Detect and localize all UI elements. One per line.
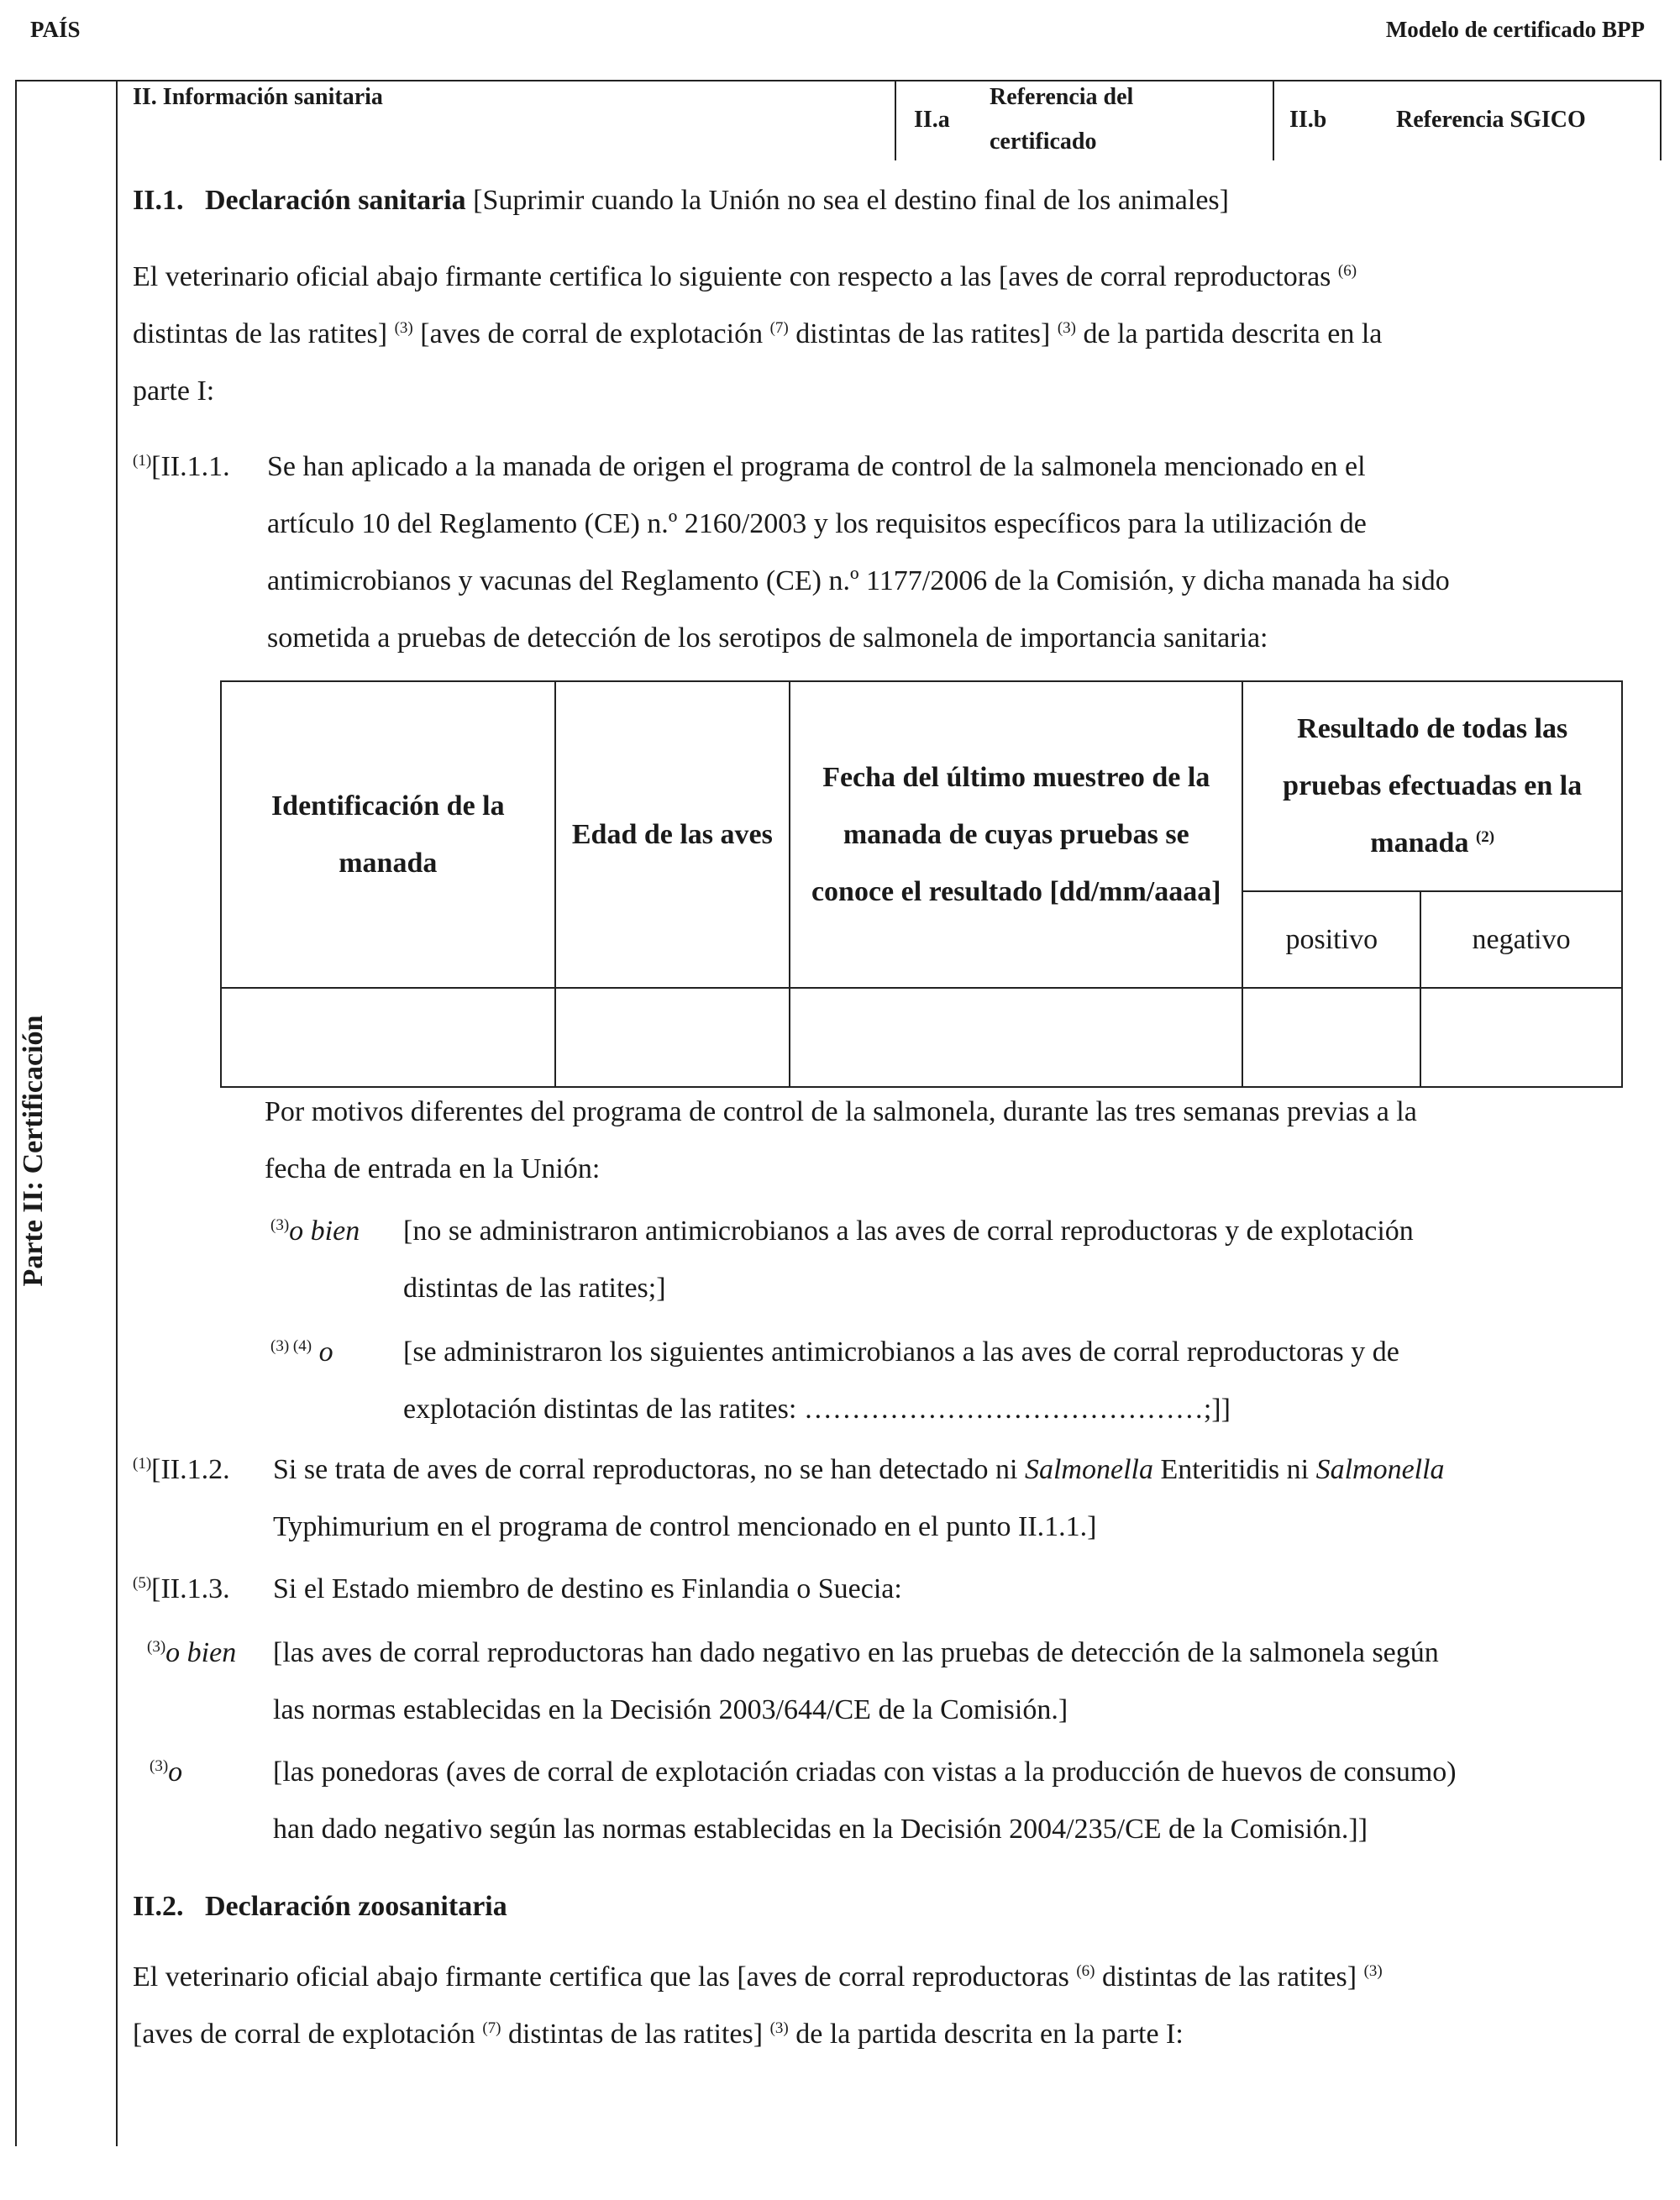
sub-header-positive: positivo <box>1242 891 1420 988</box>
p112-line-2: Typhimurium en el programa de control mencionado en el punto II.1.1.] <box>273 1511 1097 1542</box>
cell-flock-id[interactable] <box>221 988 555 1087</box>
s1-intro-line-3: parte I: <box>133 375 215 407</box>
ref-b-divider <box>1273 80 1274 160</box>
cell-negative[interactable] <box>1420 988 1622 1087</box>
after-opt1-line-2: distintas de las ratites;] <box>403 1273 666 1304</box>
p113-line-1: Si el Estado miembro de destino es Finlandia o Suecia: <box>273 1573 902 1604</box>
s2-line-1: El veterinario oficial abajo firmante certifica que las [aves de corral reproductoras $^{(6)}$ distintas de las ratites] $^{(3)}$ <box>133 1961 1383 1993</box>
s2-title: Declaración zoosanitaria <box>204 1891 507 1922</box>
s2-line-2: [aves de corral de explotación $^{(7)}$ distintas de las ratites] $^{(3)}$ de la partida descrita en la parte I: <box>133 2019 1184 2050</box>
ref-a-label-2: certificado <box>990 129 1097 155</box>
p111-marker: $^{(1)}$[II.1.1. <box>133 451 230 482</box>
col-header-flock-id: Identificación de la manada <box>221 681 555 988</box>
p113-opt1-line-2: las normas establecidas en la Decisión 2003/644/CE de la Comisión.] <box>273 1694 1068 1725</box>
col-header-results: Resultado de todas las pruebas efectuadas en la manada $^{(2)}$ <box>1242 681 1622 891</box>
p113-opt2-line-1: [las ponedoras (aves de corral de explotación criadas con vistas a la producción de huevos de consumo) <box>273 1756 1457 1788</box>
p112-marker: $^{(1)}$[II.1.2. <box>133 1454 230 1485</box>
p111-line-3: antimicrobianos y vacunas del Reglamento (CE) n.º 1177/2006 de la Comisión, y dicha manada ha sido <box>267 565 1450 596</box>
after-opt2-line-1: [se administraron los siguientes antimicrobianos a las aves de corral reproductoras y de <box>403 1336 1399 1368</box>
side-part-label: Parte II: Certificación <box>18 1015 49 1287</box>
p113-opt2-marker: $^{(3)}$o <box>150 1756 183 1788</box>
ref-a-code: II.a <box>914 107 950 133</box>
model-label: Modelo de certificado BPP <box>1385 17 1645 42</box>
ref-b-code: II.b <box>1289 107 1327 133</box>
cell-positive[interactable] <box>1242 988 1420 1087</box>
table-row <box>221 988 1622 1087</box>
ref-b-label: Referencia SGICO <box>1396 107 1586 133</box>
p111-line-1: Se han aplicado a la manada de origen el programa de control de la salmonela mencionado en el <box>267 451 1366 482</box>
ref-a-label-1: Referencia del <box>990 84 1134 110</box>
top-rule <box>15 80 1662 81</box>
s2-heading <box>133 1878 507 1935</box>
country-label: PAÍS <box>30 17 81 42</box>
p113-marker: $^{(5)}$[II.1.3. <box>133 1573 230 1604</box>
s1-title: Declaración sanitaria <box>204 185 466 216</box>
s1-intro-line-2: distintas de las ratites] $^{(3)}$ [aves de corral de explotación $^{(7)}$ distintas de las ratites] $^{(3)}$ de la partida descrita en la <box>133 318 1383 349</box>
s1-num: II.1. <box>133 185 184 216</box>
s2-num: II.2. <box>133 1891 184 1922</box>
ref-a-divider <box>895 80 896 160</box>
after-table-line-2: fecha de entrada en la Unión: <box>265 1153 601 1184</box>
p111-line-2: artículo 10 del Reglamento (CE) n.º 2160/2003 y los requisitos específicos para la utilización de <box>267 508 1367 539</box>
p112-line-1: Si se trata de aves de corral reproductoras, no se han detectado ni Salmonella Enteritidis ni Salmonella <box>273 1454 1445 1485</box>
s1-heading <box>133 172 1229 229</box>
col-header-bird-age: Edad de las aves <box>555 681 790 988</box>
p111-line-4: sometida a pruebas de detección de los serotipos de salmonela de importancia sanitaria: <box>267 622 1268 654</box>
right-border <box>1660 80 1662 160</box>
after-opt1-line-1: [no se administraron antimicrobianos a las aves de corral reproductoras y de explotación <box>403 1216 1414 1247</box>
p113-opt2-line-2: han dado negativo según las normas establecidas en la Decisión 2004/235/CE de la Comisión.]] <box>273 1814 1368 1845</box>
salmonella-test-table <box>220 680 1623 1088</box>
section-heading: II. Información sanitaria <box>133 84 383 110</box>
after-opt2-line-2: explotación distintas de las ratites: ……………………………………;]] <box>403 1394 1231 1425</box>
cell-sampling-date[interactable] <box>790 988 1242 1087</box>
after-table-line-1: Por motivos diferentes del programa de control de la salmonela, durante las tres semanas previas a la <box>265 1096 1417 1127</box>
s1-note: [Suprimir cuando la Unión no sea el destino final de los animales] <box>473 185 1229 216</box>
p113-opt1-line-1: [las aves de corral reproductoras han dado negativo en las pruebas de detección de la salmonela según <box>273 1637 1439 1668</box>
col-header-sampling-date: Fecha del último muestreo de la manada de cuyas pruebas se conoce el resultado [dd/mm/aaaa] <box>790 681 1242 988</box>
sub-header-negative: negativo <box>1420 891 1622 988</box>
s1-intro-line-1: El veterinario oficial abajo firmante certifica lo siguiente con respecto a las [aves de corral reproductoras $^{(6)}$ <box>133 261 1357 292</box>
after-opt2-marker: $^{(3) (4)}$ o <box>270 1336 333 1368</box>
cell-bird-age[interactable] <box>555 988 790 1087</box>
inner-border <box>116 80 118 2146</box>
after-opt1-marker: $^{(3)}$o bien <box>270 1216 360 1247</box>
p113-opt1-marker: $^{(3)}$o bien <box>147 1637 237 1668</box>
